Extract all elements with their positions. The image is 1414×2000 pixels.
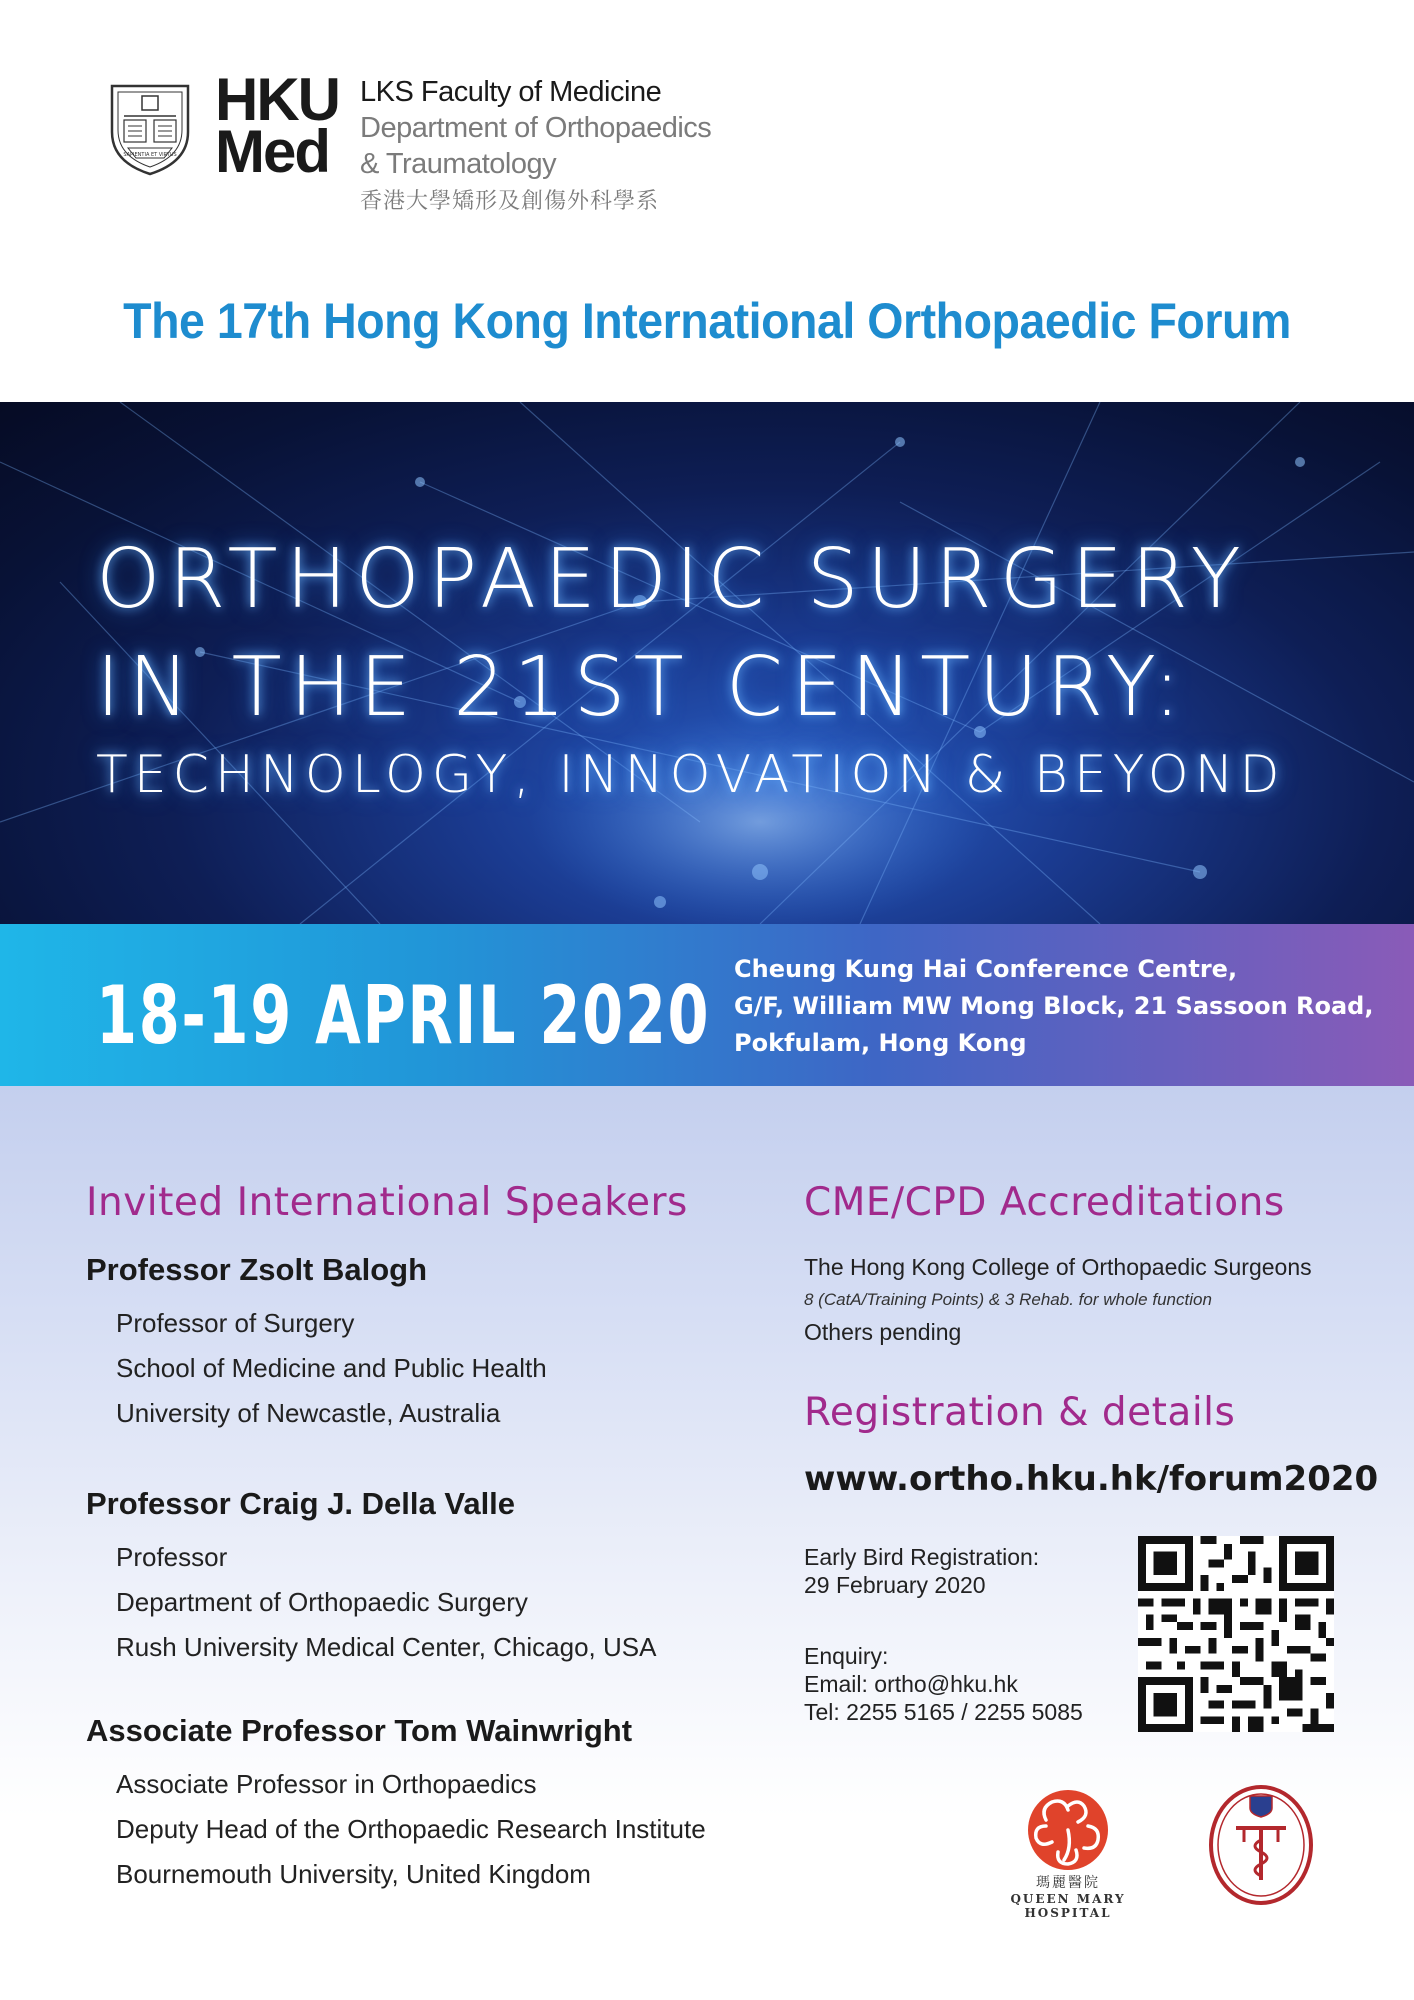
enquiry-label: Enquiry: xyxy=(804,1643,889,1669)
enquiry-email[interactable]: Email: ortho@hku.hk xyxy=(804,1671,1018,1697)
faculty-name: LKS Faculty of Medicine xyxy=(360,76,662,108)
event-date: 18-19 APRIL 2020 xyxy=(96,969,711,1062)
logo-mark-line2: Med xyxy=(215,118,329,185)
date-venue-bar xyxy=(0,924,1414,1086)
speaker-detail: Rush University Medical Center, Chicago, USA xyxy=(116,1632,657,1662)
accreditation-points: 8 (CatA/Training Points) & 3 Rehab. for whole function xyxy=(804,1290,1212,1309)
speaker-name: Professor Craig J. Della Valle xyxy=(86,1486,516,1521)
crest-motto: SAPIENTIA ET VIRTUS xyxy=(123,152,177,158)
venue-line2: G/F, William MW Mong Block, 21 Sassoon Road, xyxy=(734,992,1374,1020)
logo-mark-line1: HKU xyxy=(215,66,339,133)
speaker-detail: University of Newcastle, Australia xyxy=(116,1398,501,1428)
header xyxy=(0,0,1414,400)
accreditation-others: Others pending xyxy=(804,1319,962,1345)
hku-med-logo xyxy=(215,66,339,185)
speaker-detail: Department of Orthopaedic Surgery xyxy=(116,1587,528,1617)
event-venue xyxy=(734,951,1373,1062)
speakers-heading: Invited International Speakers xyxy=(86,1180,688,1225)
registration-heading: Registration & details xyxy=(804,1390,1236,1435)
speaker-detail: Associate Professor in Orthopaedics xyxy=(116,1769,537,1799)
speaker-name: Professor Zsolt Balogh xyxy=(86,1252,428,1287)
venue-line1: Cheung Kung Hai Conference Centre, xyxy=(734,955,1238,983)
theme-line3: TECHNOLOGY, INNOVATION & BEYOND xyxy=(96,745,1286,805)
venue-line3: Pokfulam, Hong Kong xyxy=(734,1029,1027,1057)
faculty-block xyxy=(360,74,711,220)
speaker-name: Associate Professor Tom Wainwright xyxy=(86,1713,633,1748)
theme-banner xyxy=(0,402,1414,924)
forum-title: The 17th Hong Kong International Orthopaedic Forum xyxy=(123,293,1291,349)
speaker-detail: Professor of Surgery xyxy=(116,1308,355,1338)
hku-crest-icon xyxy=(106,80,194,178)
speaker-detail: Deputy Head of the Orthopaedic Research Institute xyxy=(116,1814,706,1844)
department-chinese: 香港大學矯形及創傷外科學系 xyxy=(360,189,660,214)
orthopaedic-seal-icon xyxy=(1206,1780,1316,1910)
department-line2: & Traumatology xyxy=(360,148,557,180)
theme-line1: ORTHOPAEDIC SURGERY xyxy=(96,532,1249,627)
early-bird-label: Early Bird Registration: xyxy=(804,1544,1040,1570)
speaker-detail: Bournemouth University, United Kingdom xyxy=(116,1859,591,1889)
qr-code-icon[interactable] xyxy=(1138,1536,1334,1732)
accreditation-heading: CME/CPD Accreditations xyxy=(804,1180,1285,1225)
speaker-detail: Professor xyxy=(116,1542,228,1572)
theme-line2: IN THE 21ST CENTURY: xyxy=(96,640,1189,735)
enquiry-block xyxy=(804,1642,1083,1726)
qmh-chinese-name: 瑪麗醫院 xyxy=(1036,1875,1100,1891)
enquiry-tel: Tel: 2255 5165 / 2255 5085 xyxy=(804,1699,1083,1725)
speaker-detail: School of Medicine and Public Health xyxy=(116,1353,547,1383)
registration-url[interactable]: www.ortho.hku.hk/forum2020 xyxy=(804,1459,1379,1499)
department-line1: Department of Orthopaedics xyxy=(360,112,712,144)
accreditation-college: The Hong Kong College of Orthopaedic Surgeons xyxy=(804,1254,1312,1280)
early-bird-block xyxy=(804,1543,1039,1599)
qmh-english-name: QUEEN MARY HOSPITAL xyxy=(1010,1892,1126,1920)
early-bird-date: 29 February 2020 xyxy=(804,1572,986,1598)
